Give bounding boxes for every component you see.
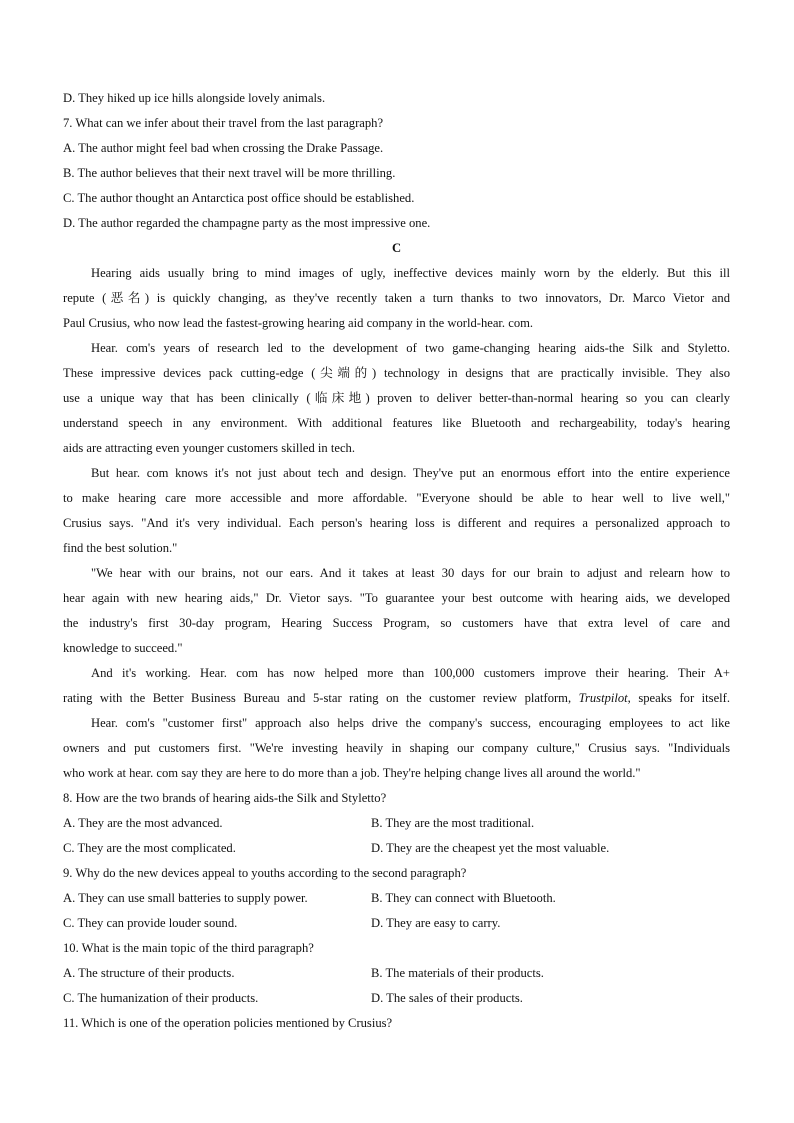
passage-line: knowledge to succeed." bbox=[63, 641, 183, 655]
q8-option-d: D. They are the cheapest yet the most valuable. bbox=[371, 841, 610, 855]
passage-line: understand speech in any environment. With additional features like Bluetooth and rechargeability, today's hearing bbox=[63, 416, 730, 430]
passage-line: owners and put customers first. "We're investing heavily in shaping our company culture," Crusius says. "Individuals bbox=[63, 741, 730, 755]
passage-line: who work at hear. com say they are here to do more than a job. They're helping change lives all around the world." bbox=[63, 766, 641, 780]
passage-paragraph-3 bbox=[63, 461, 730, 561]
q10-option-a: A. The structure of their products. bbox=[63, 966, 235, 980]
passage-line: hear again with new hearing aids," Dr. Vietor says. "To guarantee your best outcome with hearing aids, we developed bbox=[63, 591, 730, 605]
passage-line: the industry's first 30-day program, Hearing Success Program, so customers have that extra level of care and bbox=[63, 616, 730, 630]
passage-paragraph-1 bbox=[63, 261, 730, 336]
q8-stem: 8. How are the two brands of hearing aids-the Silk and Styletto? bbox=[63, 791, 387, 805]
q10-option-b: B. The materials of their products. bbox=[371, 966, 544, 980]
passage-line: to make hearing care more accessible and more affordable. "Everyone should be able to hear well to live well," bbox=[63, 491, 730, 505]
trustpilot-name: Trustpilot bbox=[578, 691, 628, 705]
q10-options-row-2 bbox=[63, 986, 730, 1011]
passage-paragraph-4 bbox=[63, 561, 730, 661]
q6-option-d: D. They hiked up ice hills alongside lovely animals. bbox=[63, 91, 326, 105]
q7-option-c: C. The author thought an Antarctica post office should be established. bbox=[63, 191, 415, 205]
passage-line: repute (恶名) is quickly changing, as they've recently taken a turn thanks to two innovators, Dr. Marco Vietor and bbox=[63, 291, 730, 305]
q9-options-row-1 bbox=[63, 886, 730, 911]
q10-stem: 10. What is the main topic of the third paragraph? bbox=[63, 941, 314, 955]
q7-option-a: A. The author might feel bad when crossing the Drake Passage. bbox=[63, 141, 384, 155]
passage-line: "We hear with our brains, not our ears. And it takes at least 30 days for our brain to adjust and relearn how to bbox=[91, 566, 730, 580]
section-title: C bbox=[391, 241, 402, 255]
q11-stem: 11. Which is one of the operation policies mentioned by Crusius? bbox=[63, 1016, 393, 1030]
passage-line: Hear. com's "customer first" approach also helps drive the company's success, encouraging employees to act like bbox=[91, 716, 730, 730]
q10-option-d: D. The sales of their products. bbox=[371, 991, 523, 1005]
passage-line: Crusius says. "And it's very individual. Each person's hearing loss is different and requires a personalized approach to bbox=[63, 516, 730, 530]
passage-line: And it's working. Hear. com has now helped more than 100,000 customers improve their hearing. Their A+ bbox=[91, 666, 730, 680]
q9-option-c: C. They can provide louder sound. bbox=[63, 916, 238, 930]
q8-options-row-1 bbox=[63, 811, 730, 836]
q9-option-d: D. They are easy to carry. bbox=[371, 916, 501, 930]
q9-options-row-2 bbox=[63, 911, 730, 936]
passage-text: , speaks for itself. bbox=[627, 691, 731, 705]
passage-line bbox=[63, 686, 730, 711]
passage-line: find the best solution." bbox=[63, 541, 178, 555]
passage-line: But hear. com knows it's not just about tech and design. They've put an enormous effort into the entire experience bbox=[91, 466, 730, 480]
passage-line: Hear. com's years of research led to the development of two game-changing hearing aids-the Silk and Styletto. bbox=[91, 341, 730, 355]
passage-line: Paul Crusius, who now lead the fastest-growing hearing aid company in the world-hear. com. bbox=[63, 316, 534, 330]
q7-option-d: D. The author regarded the champagne party as the most impressive one. bbox=[63, 216, 431, 230]
q8-option-c: C. They are the most complicated. bbox=[63, 841, 236, 855]
q10-option-c: C. The humanization of their products. bbox=[63, 991, 259, 1005]
exam-page bbox=[63, 86, 730, 1036]
q7-stem: 7. What can we infer about their travel from the last paragraph? bbox=[63, 116, 384, 130]
q8-option-a: A. They are the most advanced. bbox=[63, 816, 223, 830]
passage-line: These impressive devices pack cutting-edge (尖端的) technology in designs that are practically invisible. They also bbox=[63, 366, 730, 380]
passage-text: rating with the Better Business Bureau and 5-star rating on the customer review platform, bbox=[63, 691, 579, 705]
q9-option-b: B. They can connect with Bluetooth. bbox=[371, 891, 556, 905]
q9-stem: 9. Why do the new devices appeal to youths according to the second paragraph? bbox=[63, 866, 467, 880]
q7-option-b: B. The author believes that their next travel will be more thrilling. bbox=[63, 166, 396, 180]
passage-paragraph-5 bbox=[63, 661, 730, 711]
passage-paragraph-2 bbox=[63, 336, 730, 461]
passage-line: aids are attracting even younger customers skilled in tech. bbox=[63, 441, 356, 455]
passage-line: use a unique way that has been clinically (临床地) proven to deliver better-than-normal hearing so you can clearly bbox=[63, 391, 730, 405]
q9-option-a: A. They can use small batteries to supply power. bbox=[63, 891, 308, 905]
passage-paragraph-6 bbox=[63, 711, 730, 786]
q8-option-b: B. They are the most traditional. bbox=[371, 816, 535, 830]
q10-options-row-1 bbox=[63, 961, 730, 986]
passage-line: Hearing aids usually bring to mind images of ugly, ineffective devices mainly worn by the elderly. But this ill bbox=[91, 266, 730, 280]
q8-options-row-2 bbox=[63, 836, 730, 861]
